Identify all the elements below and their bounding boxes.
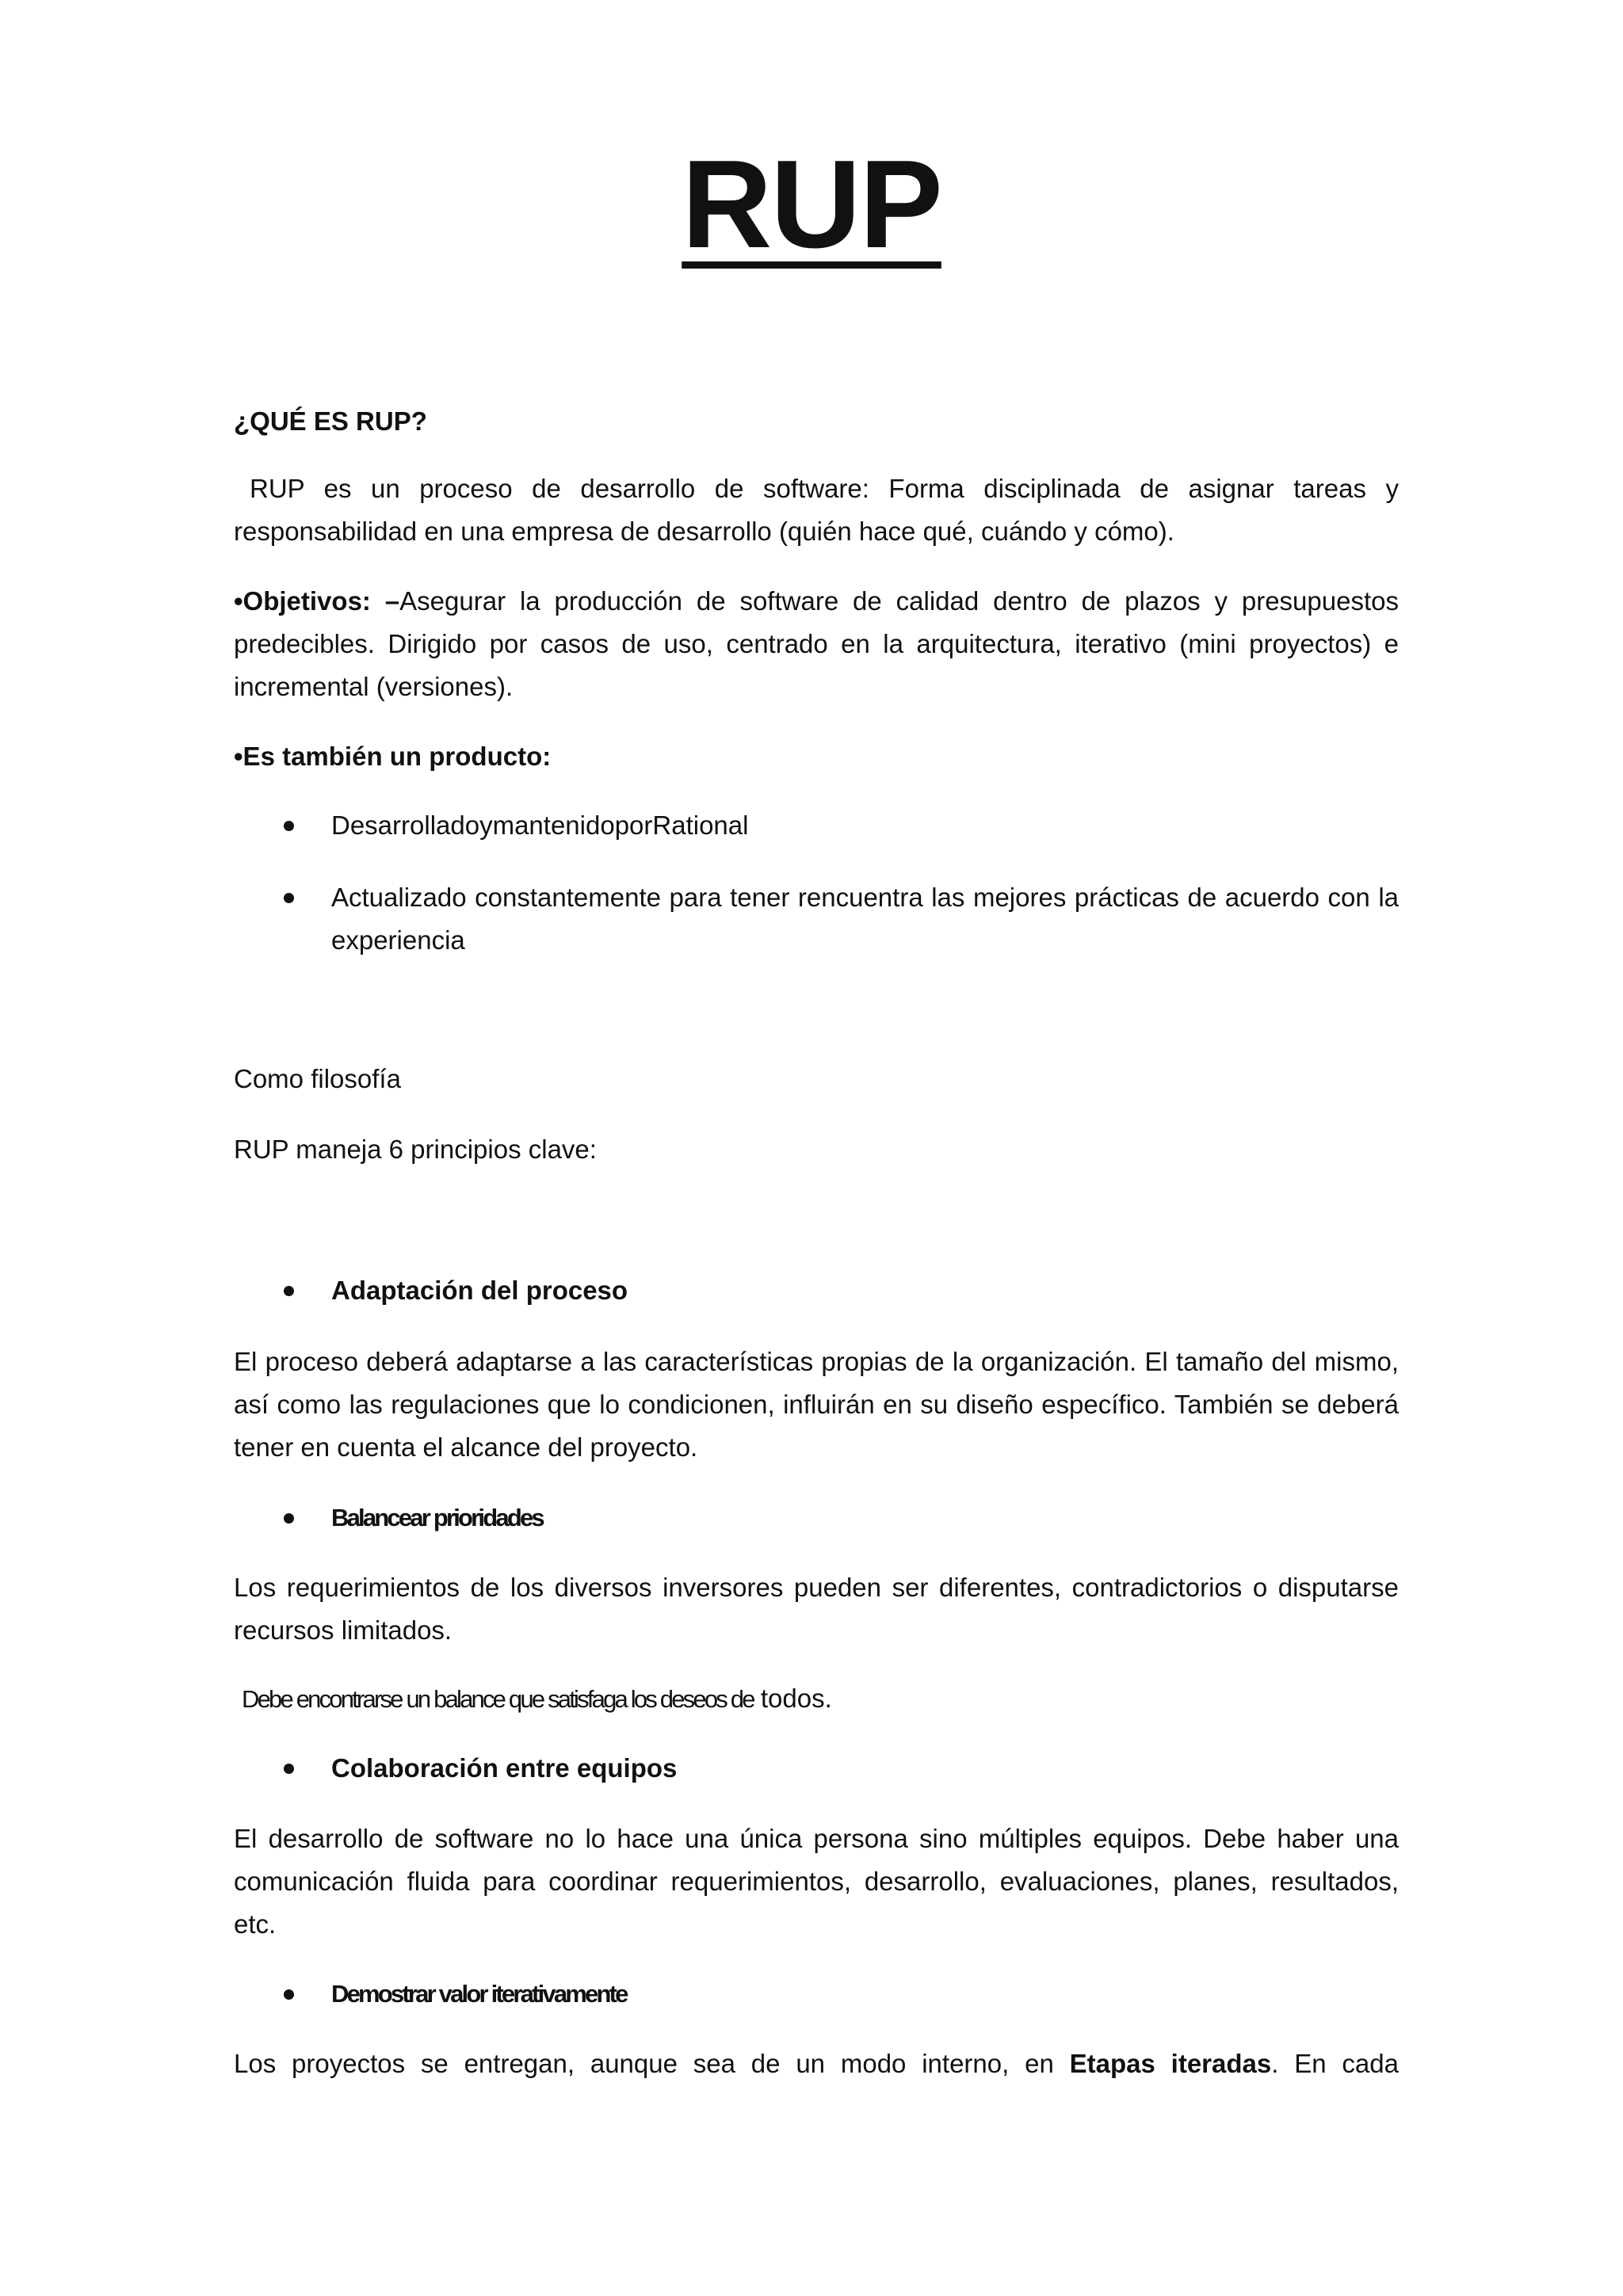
bullet-icon <box>284 1513 294 1524</box>
principle-text-bold: Etapas iteradas <box>1069 2049 1272 2078</box>
principle-paragraph: El desarrollo de software no lo hace una única persona sino múltiples equipos. Debe haber una comunicación fluida para coordinar requerimientos, desarrollo, evaluaciones, planes, resultados, etc. <box>234 1824 1399 1939</box>
principios-intro: RUP maneja 6 principios clave: <box>234 1135 597 1164</box>
principle-name: Adaptación del proceso <box>331 1276 628 1305</box>
bullet-icon <box>284 1989 294 2000</box>
bullet-icon <box>284 821 294 831</box>
objetivos-text: Asegurar la producción de software de calidad dentro de plazos y presupuestos predecibles. Dirigido por casos de uso, centrado en la arquitectura, iterativo (mini proyectos) e incremental (versiones). <box>234 586 1399 701</box>
list-item-text: Actualizado constantemente para tener rencuentra las mejores prácticas de acuerdo con la experiencia <box>331 883 1399 955</box>
paragraph-objetivos <box>234 580 1399 708</box>
principle-paragraph: Los requerimientos de los diversos inversores pueden ser diferentes, contradictorios o disputarse recursos limitados. <box>234 1573 1399 1645</box>
principle-note <box>242 1677 1407 1721</box>
bullet-icon <box>284 1764 294 1774</box>
page-title: RUP <box>682 135 941 274</box>
principle-text-a: Los proyectos se entregan, aunque sea de un modo interno, en <box>234 2049 1070 2078</box>
filosofia-line: Como filosofía <box>234 1064 401 1093</box>
principle-note-b: todos. <box>753 1684 832 1713</box>
bullet-icon <box>284 1286 294 1296</box>
principle-name: Balancear prioridades <box>331 1504 543 1531</box>
principle-note-a: Debe encontrarse un balance que satisfaga los deseos de <box>242 1685 754 1713</box>
bullet-icon <box>284 893 294 903</box>
list-item-text: DesarrolladoymantenidoporRational <box>331 810 749 840</box>
objetivos-label: •Objetivos: – <box>234 586 400 616</box>
principle-name: Colaboración entre equipos <box>331 1753 678 1783</box>
paragraph-que-es: RUP es un proceso de desarrollo de software: Forma disciplinada de asignar tareas y responsabilidad en una empresa de desarrollo (quién hace qué, cuándo y cómo). <box>234 474 1399 546</box>
principle-name: Demostrar valor iterativamente <box>331 1980 627 2008</box>
principle-paragraph: El proceso deberá adaptarse a las características propias de la organización. El tamaño del mismo, así como las regulaciones que lo condicionen, influirán en su diseño específico. También se deberá tener en cuenta el alcance del proyecto. <box>234 1347 1399 1462</box>
principle-paragraph <box>234 2042 1399 2085</box>
principle-text-b: . En cada <box>1271 2049 1399 2078</box>
section-heading-que-es: ¿QUÉ ES RUP? <box>234 406 427 436</box>
producto-label: •Es también un producto: <box>234 742 552 771</box>
